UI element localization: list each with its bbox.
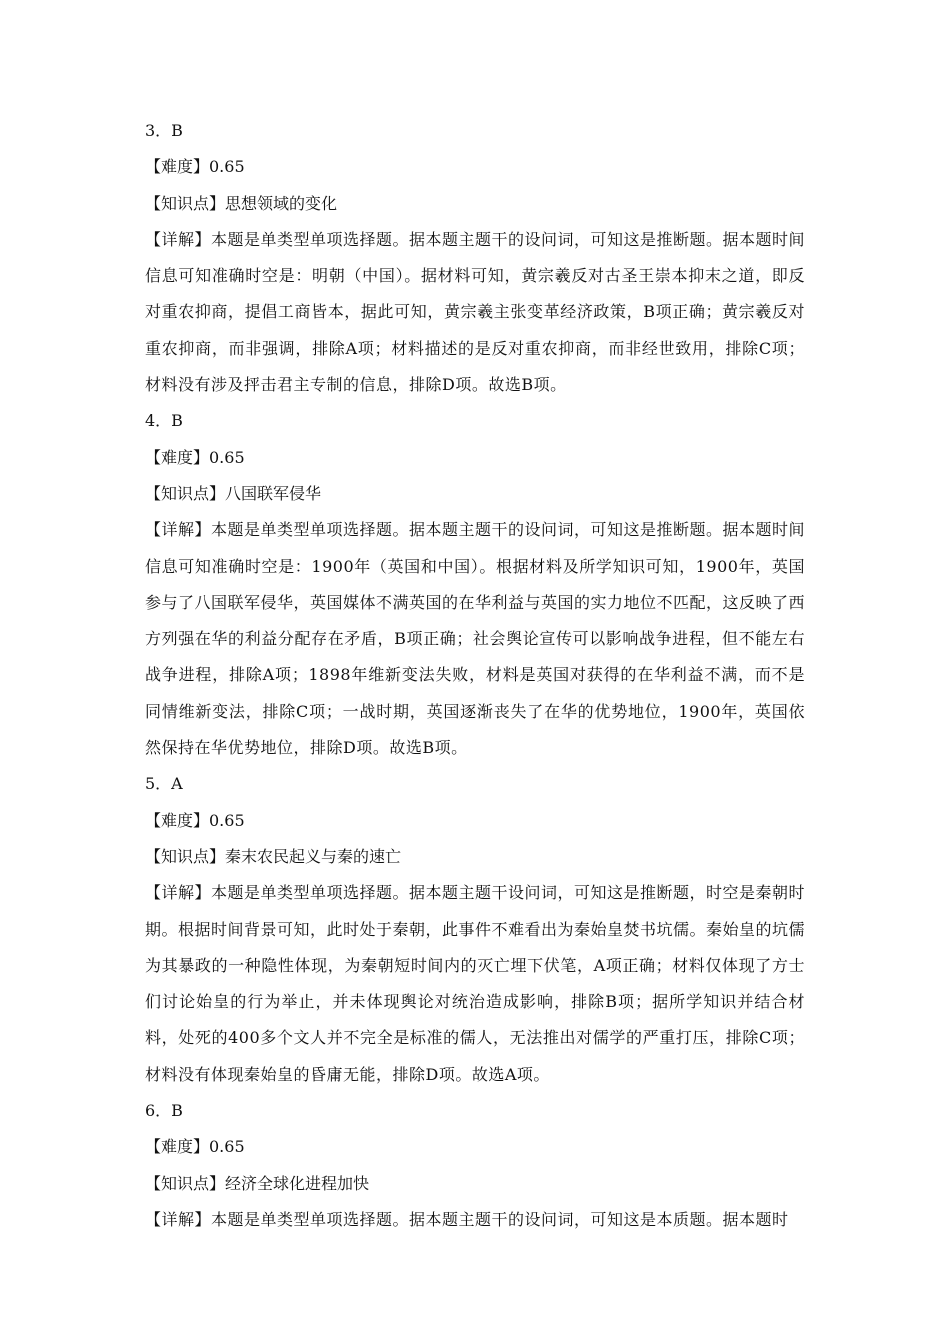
knowledge-point-line: 【知识点】经济全球化进程加快 (145, 1173, 370, 1193)
answer-line: 6．B (145, 1101, 183, 1121)
answer-line: 5．A (145, 774, 183, 794)
knowledge-point-line: 【知识点】八国联军侵华 (145, 483, 322, 503)
difficulty-line: 【难度】0.65 (145, 447, 245, 467)
detail-paragraph: 【详解】本题是单类型单项选择题。据本题主题干的设问词，可知这是推断题。据本题时间信息可知准确时空是：1900年（英国和中国）。根据材料及所学知识可知，1900年，英国参与了八国联军侵华，英国媒体不满英国的在华利益与英国的实力地位不匹配，这反映了西方列强在华的利益分配存在矛盾，B项正确；社会舆论宣传可以影响战争进程，但不能左右战争进程，排除A项；1898年维新变法失败，材料是英国对获得的在华利益不满，而不是同情维新变法，排除C项；一战时期，英国逐渐丧失了在华的优势地位，1900年，英国依然保持在华优势地位，排除D项。故选B项。 (145, 520, 806, 758)
difficulty-line: 【难度】0.65 (145, 810, 245, 830)
answer-line: 3．B (145, 121, 183, 140)
difficulty-line: 【难度】0.65 (145, 1137, 245, 1157)
entry-q6 (145, 1093, 805, 1238)
difficulty-line: 【难度】0.65 (145, 157, 245, 177)
answer-explanations (145, 113, 805, 1238)
knowledge-point-line: 【知识点】思想领域的变化 (145, 193, 338, 213)
entry-q3 (145, 113, 805, 403)
entry-q4 (145, 403, 805, 766)
detail-paragraph: 【详解】本题是单类型单项选择题。据本题主题干的设问词，可知这是推断题。据本题时间信息可知准确时空是：明朝（中国）。据材料可知，黄宗羲反对古圣王崇本抑末之道，即反对重农抑商，提倡工商皆本，据此可知，黄宗羲主张变革经济政策，B项正确；黄宗羲反对重农抑商，而非强调，排除A项；材料描述的是反对重农抑商，而非经世致用，排除C项；材料没有涉及抨击君主专制的信息，排除D项。故选B项。 (145, 229, 806, 395)
entry-q5 (145, 766, 805, 1093)
answer-line: 4．B (145, 411, 183, 431)
knowledge-point-line: 【知识点】秦末农民起义与秦的速亡 (145, 846, 402, 866)
detail-paragraph: 【详解】本题是单类型单项选择题。据本题主题干的设问词，可知这是本质题。据本题时 (145, 1209, 789, 1229)
detail-paragraph: 【详解】本题是单类型单项选择题。据本题主题干设问词，可知这是推断题，时空是秦朝时期。根据时间背景可知，此时处于秦朝，此事件不难看出为秦始皇焚书坑儒。秦始皇的坑儒为其暴政的一种隐性体现，为秦朝短时间内的灭亡埋下伏笔，A项正确；材料仅体现了方士们讨论始皇的行为举止，并未体现舆论对统治造成影响，排除B项；据所学知识并结合材料，处死的400多个文人并不完全是标准的儒人，无法推出对儒学的严重打压，排除C项；材料没有体现秦始皇的昏庸无能，排除D项。故选A项。 (145, 883, 806, 1084)
